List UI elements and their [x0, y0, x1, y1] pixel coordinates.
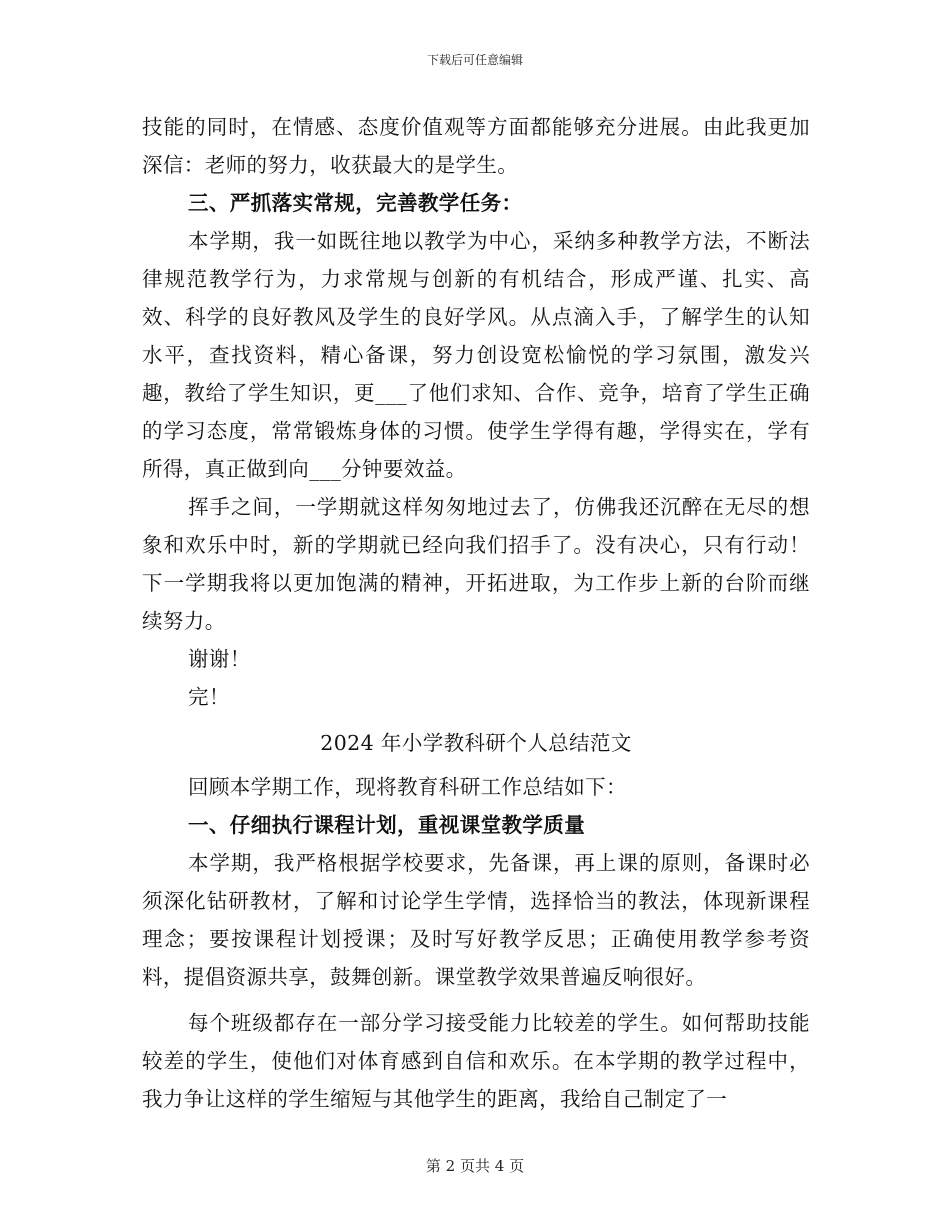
paragraph-closing: 挥手之间，一学期就这样匆匆地过去了，仿佛我还沉醉在无尽的想象和欢乐中时，新的学期就已经向我们招手了。没有决心，只有行动！下一学期我将以更加饱满的精神，开拓进取，为工作步上新的台阶而继续努力。	[142, 495, 810, 633]
page-header: 下载后可任意编辑	[426, 53, 523, 67]
paragraph-lesson-plan: 本学期，我严格根据学校要求，先备课，再上课的原则，备课时必须深化钻研教材，了解和讨论学生学情，选择恰当的教法，体现新课程理念；要按课程计划授课；及时写好教学反思；正确使用教学参考资料，提倡资源共享，鼓舞创新。课堂教学效果普遍反响很好。	[142, 851, 810, 989]
paragraph-weak-students: 每个班级都存在一部分学习接受能力比较差的学生。如何帮助技能较差的学生，使他们对体育感到自信和欢乐。在本学期的教学过程中，我力争让这样的学生缩短与其他学生的距离，我给自己制定了一	[142, 1011, 810, 1111]
section-heading-1: 一、仔细执行课程计划，重视课堂教学质量	[188, 813, 586, 837]
section-heading-3: 三、严抓落实常规，完善教学任务：	[188, 191, 523, 215]
paragraph-continuation: 技能的同时，在情感、态度价值观等方面都能够充分进展。由此我更加深信：老师的努力，收获最大的是学生。	[142, 115, 810, 177]
document-body	[142, 108, 810, 1118]
paragraph-gap	[142, 996, 810, 1004]
page-footer: 第 2 页共 4 页	[425, 1157, 525, 1175]
end-line: 完！	[188, 685, 230, 709]
thanks-line: 谢谢！	[188, 647, 251, 671]
paragraph-routine: 本学期，我一如既往地以教学为中心，采纳多种教学方法，不断法律规范教学行为，力求常规与创新的有机结合，形成严谨、扎实、高效、科学的良好教风及学生的良好学风。从点滴入手，了解学生的认知水平，查找资料，精心备课，努力创设宽松愉悦的学习氛围，激发兴趣，教给了学生知识，更___了他们求知、合作、竞争，培育了学生正确的学习态度，常常锻炼身体的习惯。使学生学得有趣，学得实在，学有所得，真正做到向___分钟要效益。	[142, 229, 810, 481]
article-intro: 回顾本学期工作，现将教育科研工作总结如下：	[188, 775, 627, 799]
article-title: 2024 年小学教科研个人总结范文	[320, 731, 632, 755]
